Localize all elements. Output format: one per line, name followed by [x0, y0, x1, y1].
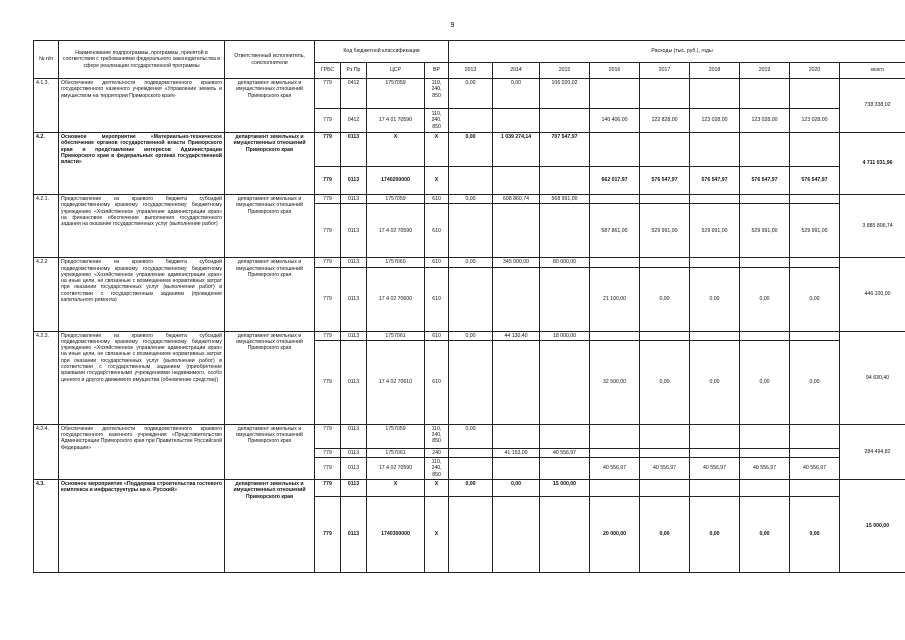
row-number: 4.2.2: [34, 258, 59, 331]
cell-rzpr: 0113: [341, 497, 367, 573]
cell-2014: [493, 497, 540, 573]
cell-2017: 529 991,00: [640, 204, 690, 258]
cell-csr: X: [367, 480, 425, 497]
cell-csr: X: [367, 133, 425, 167]
cell-2014: [493, 204, 540, 258]
cell-2019: 123 028,00: [740, 109, 790, 133]
cell-vr: 110, 240, 850: [425, 109, 449, 133]
cell-2014: 44 130,40: [493, 331, 540, 340]
cell-2016: [590, 448, 640, 457]
cell-2014: 0,00: [493, 480, 540, 497]
row-name: Предоставление из краевого бюджета субсидий подведомственному краевому государственному бюджетному учреждению «Хозяйственное управление администрации края» на иные цели, не связанные с возмещением нормативных затрат при оказании государственных услуг (выполнении работ) в соответствии с государственным заданием (приобретение краевыми государственными учреждениями недвижимого, особо ценного и другого движимого имущества (обновление средства)): [59, 331, 225, 424]
cell-2014: 0,00: [493, 79, 540, 109]
cell-2016: [590, 258, 640, 267]
row-executor: департамент земельных и имущественных отношений Приморского края: [225, 258, 315, 331]
cell-2019: [740, 480, 790, 497]
row-name: Основное мероприятие «Поддержка строительства гостевого комплекса и инфраструктуры на о. Русский»: [59, 480, 225, 573]
cell-rzpr: 0113: [341, 340, 367, 424]
cell-2018: 0,00: [690, 340, 740, 424]
cell-2019: [740, 195, 790, 204]
cell-rzpr: 0113: [341, 133, 367, 167]
cell-2019: 0,00: [740, 267, 790, 331]
cell-2019: 0,00: [740, 497, 790, 573]
cell-2014: [493, 340, 540, 424]
header-grbs: ГРБС: [315, 63, 341, 79]
cell-total: 15 000,00: [840, 480, 905, 573]
cell-rzpr: 0113: [341, 167, 367, 195]
cell-vr: 110, 240, 850: [425, 79, 449, 109]
row-name: Обеспечение деятельности подведомственного краевого государственного казенного учреждения «Представительство Администрации Приморского края при Правительстве Российской Федерации»: [59, 424, 225, 479]
row-name: Предоставление из краевого бюджета субсидий подведомственному краевому государственному бюджетному учреждению «Хозяйственное управление администрации края» на финансовое обеспечение выполнения государственного задания на оказание государственных услуг (выполнение работ): [59, 195, 225, 258]
header-csr: ЦСР: [367, 63, 425, 79]
cell-grbs: 779: [315, 340, 341, 424]
header-year: 2016: [590, 63, 640, 79]
cell-2013: 0,00: [449, 133, 493, 167]
cell-2016: 20 000,00: [590, 497, 640, 573]
cell-grbs: 779: [315, 133, 341, 167]
header-executor: Ответственный исполнитель, соисполнители: [225, 41, 315, 79]
cell-2013: [449, 448, 493, 457]
cell-2020: [790, 79, 840, 109]
cell-grbs: 779: [315, 448, 341, 457]
cell-2015: [540, 497, 590, 573]
budget-table: [33, 40, 905, 573]
cell-2018: [690, 448, 740, 457]
cell-2020: [790, 195, 840, 204]
cell-rzpr: 0113: [341, 424, 367, 448]
table-row: [34, 195, 905, 204]
cell-grbs: 779: [315, 195, 341, 204]
cell-2017: 0,00: [640, 267, 690, 331]
cell-rzpr: 0113: [341, 331, 367, 340]
cell-vr: 610: [425, 258, 449, 267]
cell-2015: [540, 109, 590, 133]
cell-vr: 240: [425, 448, 449, 457]
cell-total: 284 494,82: [840, 424, 905, 479]
cell-2019: 0,00: [740, 340, 790, 424]
cell-csr: 1757059: [367, 424, 425, 448]
cell-2015: 568 991,00: [540, 195, 590, 204]
cell-2017: 40 556,97: [640, 458, 690, 480]
row-executor: департамент земельных и имущественных отношений Приморского края: [225, 331, 315, 424]
cell-csr: 1757059: [367, 195, 425, 204]
cell-rzpr: 0113: [341, 458, 367, 480]
row-executor: департамент земельных и имущественных отношений Приморского края: [225, 480, 315, 573]
cell-2013: [449, 497, 493, 573]
cell-2020: 0,00: [790, 340, 840, 424]
cell-2015: [540, 167, 590, 195]
cell-vr: 610: [425, 204, 449, 258]
cell-grbs: 779: [315, 109, 341, 133]
cell-rzpr: 0113: [341, 267, 367, 331]
cell-2017: 122 828,00: [640, 109, 690, 133]
cell-rzpr: 0113: [341, 258, 367, 267]
cell-2019: [740, 79, 790, 109]
header-year: 2017: [640, 63, 690, 79]
cell-2014: [493, 267, 540, 331]
cell-2018: [690, 480, 740, 497]
cell-csr: 17 4 01 70590: [367, 109, 425, 133]
cell-2019: [740, 258, 790, 267]
cell-2014: 1 039 274,14: [493, 133, 540, 167]
cell-2016: [590, 480, 640, 497]
header-vr: ВР: [425, 63, 449, 79]
cell-2015: 106 020,02: [540, 79, 590, 109]
cell-2019: [740, 133, 790, 167]
cell-2016: [590, 331, 640, 340]
cell-2013: [449, 267, 493, 331]
row-executor: департамент земельных и имущественных отношений Приморского края: [225, 133, 315, 195]
cell-total: 4 711 031,96: [840, 133, 905, 195]
cell-2014: 345 000,00: [493, 258, 540, 267]
table-row: [34, 133, 905, 167]
cell-vr: X: [425, 133, 449, 167]
cell-2019: [740, 448, 790, 457]
cell-2013: [449, 458, 493, 480]
cell-grbs: 779: [315, 331, 341, 340]
cell-rzpr: 0412: [341, 109, 367, 133]
row-number: 4.2.4.: [34, 424, 59, 479]
cell-2013: [449, 340, 493, 424]
cell-2013: 0,00: [449, 480, 493, 497]
cell-grbs: 779: [315, 167, 341, 195]
row-executor: департамент земельных и имущественных отношений Приморского края: [225, 195, 315, 258]
row-name: Предоставление из краевого бюджета субсидий подведомственному краевому государственному бюджетному учреждению «Хозяйственное управление администрации края» на иные цели, не связанные с возмещением нормативных затрат при оказании государственных услуг (выполнении работ) в соответствии с государственным заданием (проведение капитального ремонта): [59, 258, 225, 331]
cell-csr: 1757061: [367, 331, 425, 340]
cell-2018: [690, 258, 740, 267]
row-executor: департамент земельных и имущественных отношений Приморского края: [225, 79, 315, 133]
cell-2015: 18 000,00: [540, 331, 590, 340]
cell-2016: [590, 133, 640, 167]
cell-grbs: 779: [315, 424, 341, 448]
cell-2016: [590, 424, 640, 448]
cell-2016: 662 017,97: [590, 167, 640, 195]
cell-2013: 0,00: [449, 258, 493, 267]
cell-2017: 0,00: [640, 340, 690, 424]
cell-2018: [690, 133, 740, 167]
cell-2018: [690, 79, 740, 109]
cell-total: 94 630,40: [840, 331, 905, 424]
cell-csr: 1757060: [367, 258, 425, 267]
header-year: 2019: [740, 63, 790, 79]
cell-2013: [449, 167, 493, 195]
cell-2014: 41 153,00: [493, 448, 540, 457]
cell-2017: [640, 79, 690, 109]
cell-2017: [640, 424, 690, 448]
cell-total: 3 885 806,74: [840, 195, 905, 258]
cell-2016: 40 556,97: [590, 458, 640, 480]
cell-2015: [540, 267, 590, 331]
cell-total: 446 100,00: [840, 258, 905, 331]
header-year: 2014: [493, 63, 540, 79]
cell-2015: 15 000,00: [540, 480, 590, 497]
cell-2018: 576 547,97: [690, 167, 740, 195]
cell-2020: [790, 424, 840, 448]
cell-vr: 610: [425, 331, 449, 340]
cell-rzpr: 0113: [341, 195, 367, 204]
cell-2018: 0,00: [690, 497, 740, 573]
cell-2018: 123 028,00: [690, 109, 740, 133]
header-year: 2015: [540, 63, 590, 79]
cell-2013: 0,00: [449, 195, 493, 204]
cell-2020: [790, 258, 840, 267]
cell-rzpr: 0113: [341, 480, 367, 497]
table-row: [34, 424, 905, 448]
header-year: 2013: [449, 63, 493, 79]
cell-2020: 0,00: [790, 497, 840, 573]
cell-2018: 529 991,00: [690, 204, 740, 258]
header-num: № п/п: [34, 41, 59, 79]
cell-2020: [790, 480, 840, 497]
cell-2019: 40 556,97: [740, 458, 790, 480]
cell-2014: [493, 167, 540, 195]
cell-2016: 21 100,00: [590, 267, 640, 331]
cell-2018: [690, 424, 740, 448]
cell-2019: 529 991,00: [740, 204, 790, 258]
cell-total: 738 338,02: [840, 79, 905, 133]
row-number: 4.2.: [34, 133, 59, 195]
cell-2018: [690, 331, 740, 340]
table-row: [34, 480, 905, 497]
cell-2019: 576 547,97: [740, 167, 790, 195]
header-budget-code: Код бюджетной классификации: [315, 41, 449, 63]
header-expenses: Расходы (тыс. руб.), годы: [449, 41, 905, 63]
cell-2020: [790, 331, 840, 340]
cell-2017: [640, 480, 690, 497]
cell-2017: [640, 133, 690, 167]
cell-2013: [449, 109, 493, 133]
cell-2016: 587 861,00: [590, 204, 640, 258]
cell-2020: [790, 448, 840, 457]
row-number: 4.3.: [34, 480, 59, 573]
table-row: [34, 258, 905, 267]
cell-2020: [790, 133, 840, 167]
row-name: Основное мероприятие «Материально-техническое обеспечение органов государственной власти Приморского края и представление интересов Администрации Приморского края в федеральных органах государственной власти»: [59, 133, 225, 195]
cell-2018: [690, 195, 740, 204]
cell-vr: X: [425, 167, 449, 195]
cell-grbs: 779: [315, 480, 341, 497]
cell-vr: 610: [425, 340, 449, 424]
cell-rzpr: 0113: [341, 448, 367, 457]
cell-2014: [493, 109, 540, 133]
cell-2020: 576 547,97: [790, 167, 840, 195]
cell-2020: 40 556,97: [790, 458, 840, 480]
cell-2013: 0,00: [449, 424, 493, 448]
cell-2015: 80 000,00: [540, 258, 590, 267]
cell-grbs: 779: [315, 258, 341, 267]
cell-grbs: 779: [315, 79, 341, 109]
cell-2013: [449, 204, 493, 258]
cell-2014: [493, 424, 540, 448]
cell-2015: 707 547,97: [540, 133, 590, 167]
cell-2020: 0,00: [790, 267, 840, 331]
header-year: 2020: [790, 63, 840, 79]
cell-2017: [640, 258, 690, 267]
cell-csr: 17 4 02 70590: [367, 458, 425, 480]
cell-2015: 40 556,97: [540, 448, 590, 457]
cell-2015: [540, 458, 590, 480]
header-rzpr: Рз Пр: [341, 63, 367, 79]
cell-2018: 40 556,97: [690, 458, 740, 480]
cell-2015: [540, 204, 590, 258]
cell-csr: 17 4 02 70610: [367, 340, 425, 424]
cell-2015: [540, 424, 590, 448]
cell-2016: [590, 79, 640, 109]
table-row: [34, 79, 905, 109]
cell-2020: 123 028,00: [790, 109, 840, 133]
header-total: всего: [840, 63, 905, 79]
cell-2016: 140 406,00: [590, 109, 640, 133]
cell-vr: 610: [425, 195, 449, 204]
row-number: 4.2.3.: [34, 331, 59, 424]
cell-2017: [640, 195, 690, 204]
cell-2019: [740, 331, 790, 340]
cell-vr: X: [425, 480, 449, 497]
cell-csr: 17 4 02 70600: [367, 267, 425, 331]
cell-2013: 0,00: [449, 79, 493, 109]
row-number: 4.1.3.: [34, 79, 59, 133]
cell-csr: 1757061: [367, 448, 425, 457]
row-name: Обеспечение деятельности подведомственного краевого государственного казенного учреждения «Управление земель и имуществом на территории Приморского края»: [59, 79, 225, 133]
cell-2016: 32 500,00: [590, 340, 640, 424]
cell-csr: 17 4 02 70590: [367, 204, 425, 258]
header-name: Наименование подпрограммы, программы, принятой в соответствии с требованиями федерального законодательства в сфере реализации государственной программы: [59, 41, 225, 79]
row-executor: департамент земельных и имущественных отношений Приморского края: [225, 424, 315, 479]
cell-vr: 610: [425, 267, 449, 331]
cell-2014: 608 860,74: [493, 195, 540, 204]
cell-grbs: 779: [315, 204, 341, 258]
cell-csr: 1740200000: [367, 167, 425, 195]
cell-2018: 0,00: [690, 267, 740, 331]
cell-2016: [590, 195, 640, 204]
cell-grbs: 779: [315, 458, 341, 480]
cell-vr: 110, 240, 850: [425, 458, 449, 480]
cell-rzpr: 0113: [341, 204, 367, 258]
cell-grbs: 779: [315, 267, 341, 331]
cell-2017: [640, 331, 690, 340]
page-number: 9: [450, 22, 455, 29]
cell-csr: 1740300000: [367, 497, 425, 573]
cell-csr: 1757059: [367, 79, 425, 109]
cell-rzpr: 0412: [341, 79, 367, 109]
cell-2013: 0,00: [449, 331, 493, 340]
table-row: [34, 331, 905, 340]
header-year: 2018: [690, 63, 740, 79]
cell-vr: X: [425, 497, 449, 573]
cell-2017: 576 547,97: [640, 167, 690, 195]
cell-2017: 0,00: [640, 497, 690, 573]
cell-2015: [540, 340, 590, 424]
cell-vr: 110, 240, 850: [425, 424, 449, 448]
cell-2020: 529 991,00: [790, 204, 840, 258]
cell-2014: [493, 458, 540, 480]
cell-2019: [740, 424, 790, 448]
cell-grbs: 779: [315, 497, 341, 573]
row-number: 4.2.1.: [34, 195, 59, 258]
cell-2017: [640, 448, 690, 457]
